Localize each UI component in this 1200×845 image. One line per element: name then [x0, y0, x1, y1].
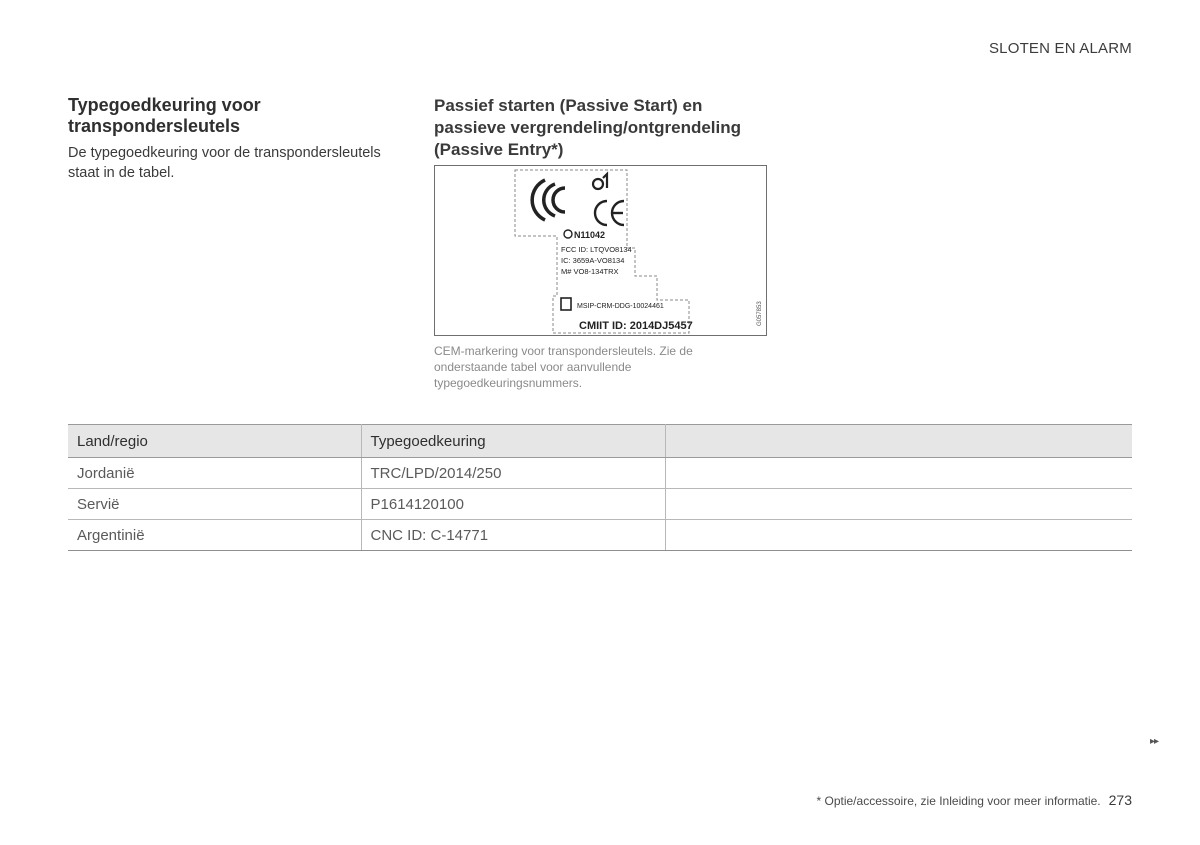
page-footer [817, 792, 1133, 808]
column-header-empty [665, 425, 1132, 458]
section-heading: Typegoedkeuring voor transpondersleutels [68, 95, 261, 136]
table-cell-empty [665, 489, 1132, 520]
label-line-4: M# VO8-134TRX [561, 267, 619, 276]
table-header-row [68, 425, 1132, 458]
left-column [68, 95, 408, 183]
continue-arrows-icon: ▸▸ [1150, 736, 1159, 747]
column-header-country: Land/regio [68, 425, 361, 458]
table-cell-approval: CNC ID: C-14771 [361, 520, 665, 551]
approval-label-figure [434, 165, 767, 336]
column-header-approval: Typegoedkeuring [361, 425, 665, 458]
table-row [68, 458, 1132, 489]
table-cell-approval: TRC/LPD/2014/250 [361, 458, 665, 489]
middle-column [434, 95, 769, 391]
label-line-1: N11042 [574, 230, 606, 240]
page-number: 273 [1108, 792, 1132, 808]
table-row [68, 520, 1132, 551]
label-line-5: MSIP-CRM-DDG-10024461 [577, 303, 664, 310]
figure-caption: CEM-markering voor transpondersleutels. Zie de onderstaande tabel voor aanvullende typegoedkeuringsnummers. [434, 344, 693, 390]
footnote-text: * Optie/accessoire, zie Inleiding voor meer informatie. [816, 794, 1101, 808]
table-cell-country: Argentinië [68, 520, 361, 551]
intro-text: De typegoedkeuring voor de transpondersleutels staat in de tabel. [68, 145, 381, 181]
table-cell-country: Servië [68, 489, 361, 520]
ce-mark-icon [595, 201, 624, 225]
running-header: SLOTEN EN ALARM [988, 40, 1132, 57]
approval-table [68, 424, 1132, 551]
approval-label-illustration [435, 166, 766, 335]
label-line-2: FCC ID: LTQVO8134 [561, 245, 632, 254]
label-line-6: CMIIT ID: 2014DJ5457 [579, 320, 693, 332]
figure-code: G057853 [757, 301, 763, 326]
table-cell-empty [665, 520, 1132, 551]
kc-mark-icon [561, 298, 571, 310]
table-cell-country: Jordanië [68, 458, 361, 489]
label-line-3: IC: 3659A-VO8134 [561, 256, 625, 265]
passive-entry-heading: Passief starten (Passive Start) en passieve vergrendeling/ontgrendeling (Passive Entry*) [434, 96, 742, 159]
contactless-symbol-icon [532, 180, 565, 220]
table-cell-approval: P1614120100 [361, 489, 665, 520]
small-symbol-icon [593, 174, 607, 189]
table-cell-empty [665, 458, 1132, 489]
table-row [68, 489, 1132, 520]
